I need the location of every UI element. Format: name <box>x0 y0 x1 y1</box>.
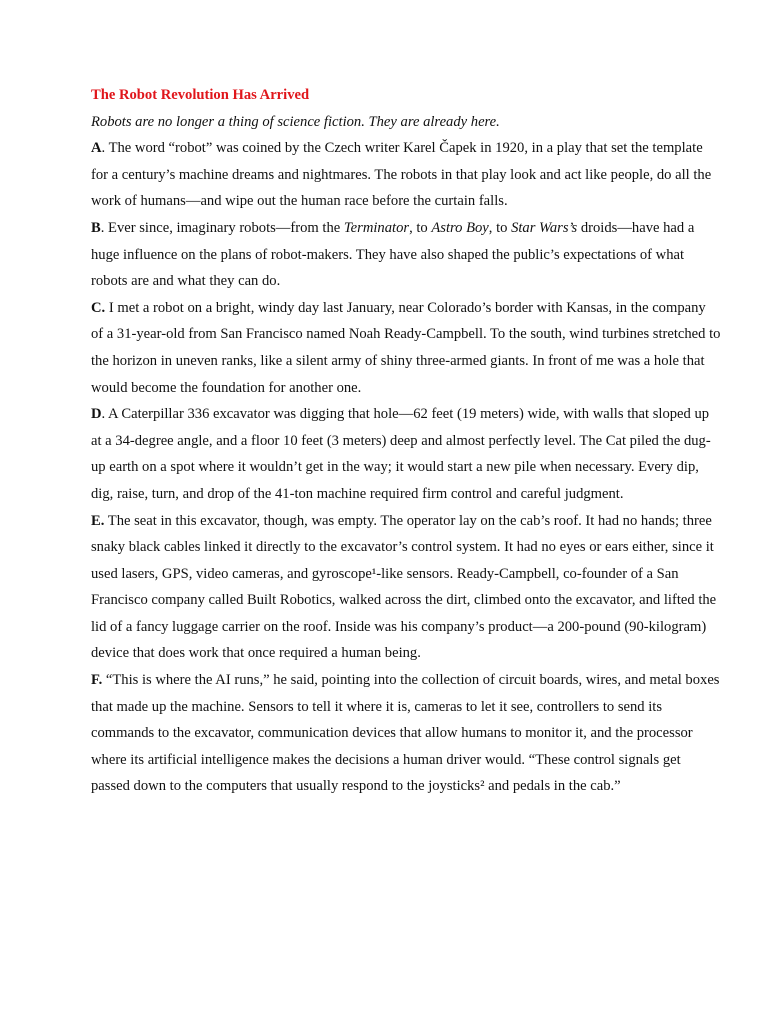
paragraph-label: C. <box>91 299 106 316</box>
paragraph-f <box>91 667 721 800</box>
paragraph-text: , to <box>488 219 512 236</box>
paragraph-label: B <box>91 219 101 236</box>
paragraph-text: “This is where the AI runs,” he said, pointing into the collection of circuit boards, wires, and metal boxes that made up the machine. Sensors to tell it where it is, cameras to let it see, controllers to send its commands to the excavator, communication devices that allow humans to monitor it, and the processor where its artificial intelligence makes the decisions a human driver would. “These control signals get passed down to the computers that usually respond to the joysticks² and pedals in the cab.” <box>91 672 720 795</box>
article-title: The Robot Revolution Has Arrived <box>91 87 310 103</box>
paragraph-label: D <box>91 406 102 423</box>
paragraph-a <box>91 135 721 215</box>
paragraph-text: I met a robot on a bright, windy day last January, near Colorado’s border with Kansas, in the company of a 31-year-old from San Francisco named Noah Ready-Campbell. To the south, wind turbines stretched to the horizon in uneven ranks, like a silent army of shiny three-armed giants. In front of me was a hole that would become the foundation for another one. <box>91 299 721 396</box>
title-astro-boy: Astro Boy <box>431 219 489 236</box>
paragraph-e <box>91 508 721 668</box>
article-subtitle: Robots are no longer a thing of science fiction. They are already here. <box>91 113 500 130</box>
article <box>91 82 721 800</box>
paragraph-label: A <box>91 140 102 157</box>
paragraph-label: F. <box>91 672 103 689</box>
title-terminator: Terminator <box>343 219 410 236</box>
paragraph-text: . Ever since, imaginary robots—from the <box>100 219 344 236</box>
paragraph-text: , to <box>409 219 432 236</box>
paragraph-text: . The word “robot” was coined by the Czech writer Karel Čapek in 1920, in a play that set the template for a century’s machine dreams and nightmares. The robots in that play look and act like people, do all the work of humans—and wipe out the human race before the curtain falls. <box>91 140 712 210</box>
paragraph-text: droids—have had a huge influence on the plans of robot-makers. They have also shaped the public’s expectations of what robots are and what they can do. <box>91 219 695 290</box>
paragraph-text: . A Caterpillar 336 excavator was digging that hole—62 feet (19 meters) wide, with walls that sloped up at a 34-degree angle, and a floor 10 feet (3 meters) deep and almost perfectly level. The Cat piled the dug-up earth on a spot where it wouldn’t get in the way; it would start a new pile when necessary. Every dip, dig, raise, turn, and drop of the 41-ton machine required firm control and careful judgment. <box>91 406 711 502</box>
paragraph-b <box>91 215 721 295</box>
title-star-wars: Star Wars’s <box>511 219 578 236</box>
paragraph-label: E. <box>91 512 105 529</box>
paragraph-d <box>91 401 721 507</box>
paragraph-c <box>91 295 721 401</box>
paragraph-text: The seat in this excavator, though, was empty. The operator lay on the cab’s roof. It had no hands; three snaky black cables linked it directly to the excavator’s control system. It had no eyes or ears either, since it used lasers, GPS, video cameras, and gyroscope¹-like sensors. Ready-Campbell, co-founder of a San Francisco company called Built Robotics, walked across the dirt, climbed onto the excavator, and lifted the lid of a fancy luggage carrier on the roof. Inside was his company’s product—a 200-pound (90-kilogram) device that does work that once required a human being. <box>91 512 717 662</box>
